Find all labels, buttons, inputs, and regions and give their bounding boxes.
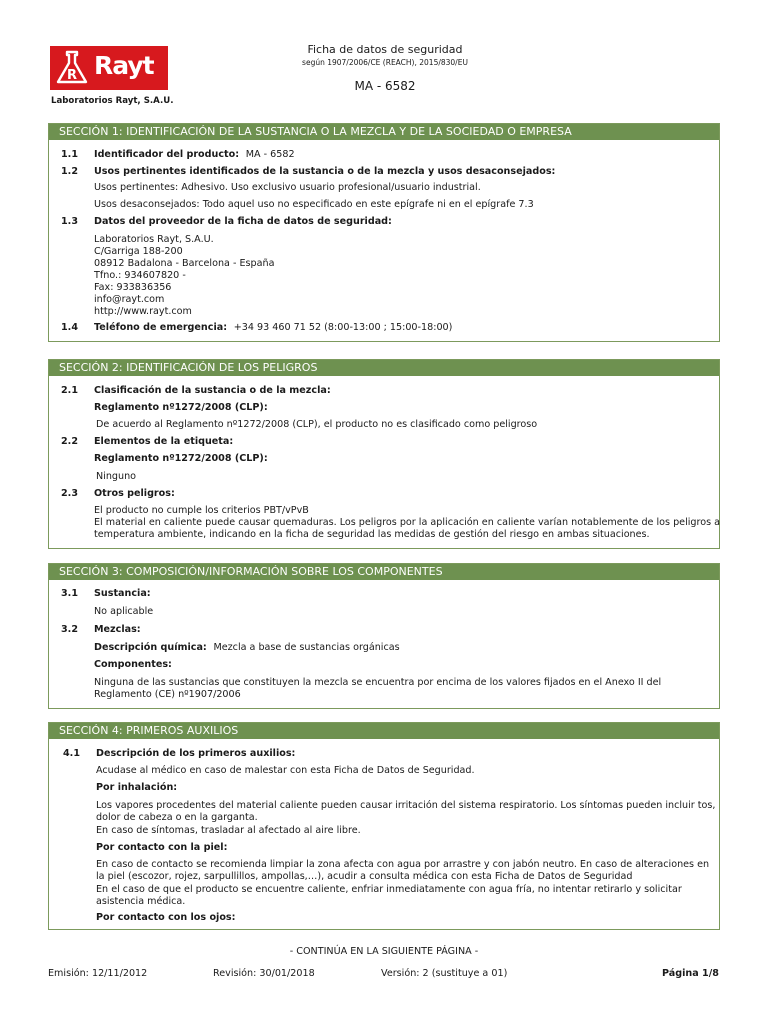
body-text: En caso de contacto se recomienda limpiar la zona afecta con agua por arrastre y con jabón neutro. En caso de alteraciones en	[96, 859, 710, 870]
product-identifier-value: MA - 6582	[245, 149, 295, 160]
item-heading: Elementos de la etiqueta:	[94, 436, 234, 447]
body-text: la piel (escozor, rojez, sarpullillos, ampollas,…), acudir a consulta médica con esta Ficha de Datos de Seguridad	[96, 871, 633, 882]
fax-line: Fax: 933836356	[94, 282, 172, 293]
item-heading: Clasificación de la sustancia o de la mezcla:	[94, 385, 331, 396]
email-link[interactable]: info@rayt.com	[94, 294, 165, 305]
item-number: 3.1	[61, 588, 78, 599]
item-number: 4.1	[63, 748, 80, 759]
website-link[interactable]: http://www.rayt.com	[94, 306, 192, 317]
address-line: C/Garriga 188-200	[94, 246, 183, 257]
sub-heading: Por inhalación:	[96, 782, 178, 793]
logo-brand-name: Rayt	[94, 51, 154, 80]
section-3-title: SECCIÓN 3: COMPOSICIÓN/INFORMACIÓN SOBRE LOS COMPONENTES	[49, 564, 719, 580]
logo-subtitle: Laboratorios Rayt, S.A.U.	[51, 96, 174, 106]
version: Versión: 2 (sustituye a 01)	[381, 968, 508, 979]
item-number: 3.2	[61, 624, 78, 635]
item-heading-text: Identificador del producto:	[94, 149, 240, 160]
item-heading: Usos pertinentes identificados de la sustancia o de la mezcla y usos desaconsejados:	[94, 166, 556, 177]
body-text: temperatura ambiente, indicando en la ficha de seguridad las medidas de gestión del riesgo en ambas situaciones.	[94, 529, 650, 540]
item-number: 2.3	[61, 488, 78, 499]
body-text: El producto no cumple los criterios PBT/vPvB	[94, 505, 309, 516]
item-number: 1.4	[61, 322, 78, 333]
address-line: 08912 Badalona - Barcelona - España	[94, 258, 275, 269]
item-heading: Otros peligros:	[94, 488, 175, 499]
item-number: 1.2	[61, 166, 78, 177]
body-text: Usos pertinentes: Adhesivo. Uso exclusivo usuario profesional/usuario industrial.	[94, 182, 481, 193]
body-text: Usos desaconsejados: Todo aquel uso no especificado en este epígrafe ni en el epígrafe 7.3	[94, 199, 534, 210]
product-code: MA - 6582	[354, 79, 416, 93]
document-regulation: según 1907/2006/CE (REACH), 2015/830/EU	[302, 58, 468, 67]
body-text: Reglamento (CE) nº1907/2006	[94, 689, 241, 700]
item-heading-text: Teléfono de emergencia:	[94, 322, 228, 333]
section-1-title: SECCIÓN 1: IDENTIFICACIÓN DE LA SUSTANCIA O LA MEZCLA Y DE LA SOCIEDAD O EMPRESA	[49, 124, 719, 140]
sub-heading: Reglamento nº1272/2008 (CLP):	[94, 402, 268, 413]
body-text: Los vapores procedentes del material caliente pueden causar irritación del sistema respiratorio. Los síntomas pueden incluir tos,	[96, 800, 716, 811]
item-heading: Mezclas:	[94, 624, 141, 635]
sub-heading: Reglamento nº1272/2008 (CLP):	[94, 453, 268, 464]
item-heading: Datos del proveedor de la ficha de datos de seguridad:	[94, 216, 392, 227]
page-number: Página 1/8	[662, 968, 719, 979]
phone-line: Tfno.: 934607820 -	[94, 270, 186, 281]
sub-heading-text: Descripción química:	[94, 642, 207, 653]
document-title: Ficha de datos de seguridad	[307, 43, 463, 56]
body-text: En caso de síntomas, trasladar al afectado al aire libre.	[96, 825, 361, 836]
sub-heading: Por contacto con los ojos:	[96, 912, 236, 923]
item-heading: Descripción de los primeros auxilios:	[96, 748, 296, 759]
item-heading	[94, 149, 295, 161]
revision-date: Revisión: 30/01/2018	[213, 968, 315, 979]
section-3	[48, 563, 720, 709]
item-number: 2.1	[61, 385, 78, 396]
item-number: 2.2	[61, 436, 78, 447]
sub-heading: Por contacto con la piel:	[96, 842, 228, 853]
logo-badge	[50, 46, 168, 90]
body-text: De acuerdo al Reglamento nº1272/2008 (CLP), el producto no es clasificado como peligroso	[96, 419, 538, 430]
body-text: El material en caliente puede causar quemaduras. Los peligros por la aplicación en caliente varían notablemente de los peligros a	[94, 517, 721, 528]
emergency-phone-value: +34 93 460 71 52 (8:00-13:00 ; 15:00-18:00)	[233, 322, 453, 333]
svg-text:R: R	[66, 68, 78, 83]
body-text: Acudase al médico en caso de malestar con esta Ficha de Datos de Seguridad.	[96, 765, 475, 776]
issue-date: Emisión: 12/11/2012	[48, 968, 148, 979]
company-logo	[50, 46, 174, 108]
item-heading	[94, 322, 452, 334]
body-text: Ninguno	[96, 471, 137, 482]
item-number: 1.1	[61, 149, 78, 160]
section-4-title: SECCIÓN 4: PRIMEROS AUXILIOS	[49, 723, 719, 739]
chemical-description-value: Mezcla a base de sustancias orgánicas	[213, 642, 400, 653]
body-text: No aplicable	[94, 606, 154, 617]
item-number: 1.3	[61, 216, 78, 227]
body-text: asistencia médica.	[96, 896, 186, 907]
item-heading: Sustancia:	[94, 588, 151, 599]
section-2-title: SECCIÓN 2: IDENTIFICACIÓN DE LOS PELIGROS	[49, 360, 719, 376]
flask-r-icon	[54, 50, 90, 86]
body-text: Ninguna de las sustancias que constituyen la mezcla se encuentra por encima de los valores fijados en el Anexo II del	[94, 677, 662, 688]
address-line: Laboratorios Rayt, S.A.U.	[94, 234, 214, 245]
body-text: En el caso de que el producto se encuentre caliente, enfriar inmediatamente con agua fría, no intentar retirarlo y solicitar	[96, 884, 682, 895]
sub-heading: Componentes:	[94, 659, 172, 670]
section-4	[48, 722, 720, 930]
body-text: dolor de cabeza o en la garganta.	[96, 812, 258, 823]
sub-heading	[94, 642, 400, 654]
section-2	[48, 359, 720, 549]
continues-next-page: - CONTINÚA EN LA SIGUIENTE PÁGINA -	[289, 946, 479, 957]
section-1	[48, 123, 720, 342]
